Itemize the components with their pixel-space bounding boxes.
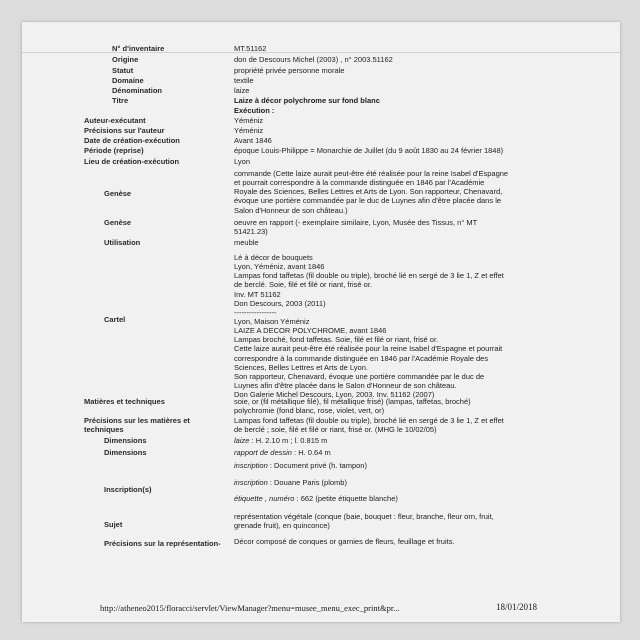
- field-value: Lampas fond taffetas (fil double ou triple), broché lié en sergé de 3 lie 1, Z et effet de berclé ; soie, filé et filé or riant, frisé or. (MHG le 10/02/05): [234, 416, 504, 435]
- field-label: Utilisation: [104, 238, 141, 247]
- field-label: Sujet: [104, 520, 123, 529]
- field-value: soie, or (fil métallique filé), fil métallique frisé) (lampas, taffetas, broché) polychromie (fond blanc, rose, violet, vert, or): [234, 397, 471, 416]
- field-label: Dimensions: [104, 436, 147, 445]
- field-value: époque Louis-Philippe = Monarchie de Juillet (du 9 août 1830 au 24 février 1848): [234, 146, 504, 155]
- field-label: Domaine: [112, 76, 144, 85]
- field-value: commande (Cette laize aurait peut-être été réalisée pour la reine Isabel d'Espagne et pourrait correspondre à la commande distinguée en 1846 par l'Académie Royale des Sciences, Belles Lettres et Arts de Lyon. Son rapporteur, Chenavard, évoque une portière commandée par le duc de Luynes afin d'être placée dans le Salon d'Honneur de son château.): [234, 169, 509, 215]
- field-label: Genèse: [104, 189, 132, 198]
- field-key: étiquette , numéro: [234, 494, 295, 503]
- field-label: Origine: [112, 55, 139, 64]
- field-label: Précisions sur la représentation-: [104, 539, 221, 548]
- field-value-text: : H. 0.64 m: [291, 448, 331, 457]
- footer-url[interactable]: http://atheneo2015/floracci/servlet/ViewManager?menu=musee_menu_exec_print&pr...: [100, 603, 400, 613]
- field-label: N° d'inventaire: [112, 44, 165, 53]
- field-label: Auteur-exécutant: [84, 116, 146, 125]
- field-value: [234, 478, 552, 487]
- field-label: Titre: [112, 96, 129, 105]
- field-label: Matières et techniques: [84, 397, 165, 406]
- field-key: laize: [234, 436, 250, 445]
- field-label: Précisions sur les matières et techniques: [84, 416, 190, 435]
- field-value-text: : 662 (petite étiquette blanche): [294, 494, 398, 503]
- field-value: propriété privée personne morale: [234, 66, 345, 75]
- field-value: [234, 461, 552, 470]
- field-label: Inscription(s): [104, 485, 152, 494]
- field-value-text: : H. 2.10 m ; l. 0.815 m: [249, 436, 328, 445]
- field-value: oeuvre en rapport (- exemplaire similaire, Lyon, Musée des Tissus, n° MT 51421.23): [234, 218, 478, 237]
- field-value: meuble: [234, 238, 259, 247]
- field-value: [234, 436, 552, 445]
- field-value: MT.51162: [234, 44, 267, 53]
- field-value: don de Descours Michel (2003) , n° 2003.51162: [234, 55, 393, 64]
- field-label: Genèse: [104, 218, 132, 227]
- field-label: Statut: [112, 66, 134, 75]
- field-value: [234, 494, 552, 503]
- field-label: Cartel: [104, 315, 126, 324]
- field-value: Laize à décor polychrome sur fond blanc: [234, 96, 380, 105]
- field-value: Exécution :: [234, 106, 275, 115]
- field-label: Dimensions: [104, 448, 147, 457]
- field-label: Lieu de création-exécution: [84, 157, 180, 166]
- footer-date: 18/01/2018: [496, 602, 538, 612]
- field-value-text: : Douane Paris (plomb): [267, 478, 347, 487]
- field-label: Date de création-exécution: [84, 136, 180, 145]
- field-value: Lé à décor de bouquets Lyon, Yéméniz, avant 1846 Lampas fond taffetas (fil double ou triple), broché lié en sergé de 3 lie 1, Z et effet de berclé. Soie, filé et filé or riant, frisé or. Inv. MT 51162 Don Descours, 2003 (2011) ----------------- Lyon, Maison Yéméniz LAIZE A DECOR POLYCHROME, avant 1846 Lampas broché, fond taffetas. Soie, filé et filé or riant, frisé or. Cette laize aurait peut-être été réalisée pour la reine Isabel d'Espagne et pourrait correspondre à la commande distinguée en 1846 par l'Académie Royale des Sciences, Belles Lettres et Arts de Lyon. Son rapporteur, Chenavard, évoque une portière commandée par le duc de Luynes afin d'être placée dans le Salon d'Honneur de son château. Don Galerie Michel Descours, Lyon, 2003. Inv. 51162 (2007): [234, 253, 504, 400]
- field-value: représentation végétale (conque (baie, bouquet : fleur, branche, fleur orn, fruit, grenade fruit), en quinconce): [234, 512, 494, 531]
- field-key: inscription: [234, 461, 268, 470]
- field-value: Yéméniz: [234, 116, 264, 125]
- field-label: Période (reprise): [84, 146, 144, 155]
- field-value: textile: [234, 76, 254, 85]
- field-value: Avant 1846: [234, 136, 272, 145]
- field-value: Yéméniz: [234, 126, 264, 135]
- field-value: Décor composé de conques or garnies de fleurs, feuillage et fruits.: [234, 537, 455, 546]
- field-value: Lyon: [234, 157, 250, 166]
- document-page: [22, 22, 620, 622]
- field-key: rapport de dessin: [234, 448, 292, 457]
- field-value: laize: [234, 86, 250, 95]
- field-value: [234, 448, 552, 457]
- field-key: inscription: [234, 478, 268, 487]
- field-value-text: : Document privé (h. tampon): [267, 461, 367, 470]
- field-label: Précisions sur l'auteur: [84, 126, 165, 135]
- field-label: Dénomination: [112, 86, 162, 95]
